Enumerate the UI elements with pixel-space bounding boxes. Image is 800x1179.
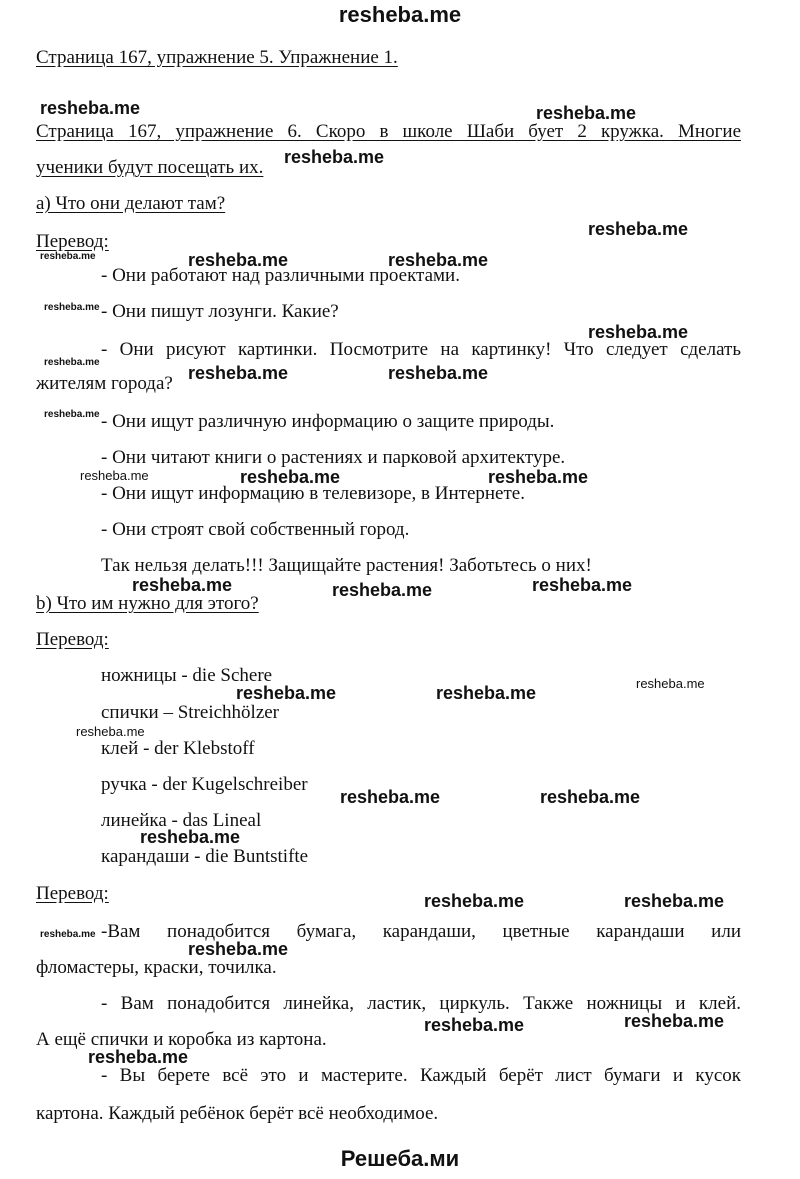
watermark: resheba.me — [436, 683, 537, 703]
watermark: resheba.me — [40, 251, 96, 262]
watermark: resheba.me — [332, 580, 433, 600]
watermark: resheba.me — [44, 409, 100, 420]
watermark: resheba.me — [284, 147, 385, 167]
watermark: resheba.me — [44, 302, 100, 313]
watermark: resheba.me — [536, 103, 637, 123]
site-header: resheba.me — [338, 2, 462, 27]
section-a-translation-label: Перевод: — [36, 231, 109, 252]
watermark: resheba.me — [424, 1015, 525, 1035]
watermark: resheba.me — [44, 357, 100, 368]
watermark: resheba.me — [88, 1047, 189, 1067]
section-c-paragraph-2-line-2: А ещё спички и коробка из картона. — [36, 1029, 327, 1050]
watermark: resheba.me — [388, 250, 489, 270]
site-footer: Решеба.ми — [340, 1146, 460, 1171]
watermark: resheba.me — [188, 939, 289, 959]
vocab-item: клей - der Klebstoff — [101, 738, 255, 759]
watermark: resheba.me — [188, 363, 289, 383]
section-c-paragraph-3-line-1: - Вы берете всё это и мастерите. Каждый берёт лист бумаги и кусок — [101, 1065, 741, 1086]
vocab-item: ручка - der Kugelschreiber — [101, 774, 308, 795]
section-a-item: - Они строят свой собственный город. — [101, 519, 410, 540]
watermark: resheba.me — [624, 1011, 725, 1031]
vocab-item: ножницы - die Schere — [101, 665, 273, 686]
watermark: resheba.me — [236, 683, 337, 703]
exercise-2-line-2: ученики будут посещать их. — [36, 157, 264, 178]
section-a-item: - Они ищут информацию в телевизоре, в Интернете. — [101, 483, 525, 504]
section-a-item: - Они читают книги о растениях и парковой архитектуре. — [101, 447, 566, 468]
section-a-item-continuation: жителям города? — [36, 373, 173, 394]
watermark: resheba.me — [40, 98, 141, 118]
section-a-question: а) Что они делают там? — [36, 193, 226, 214]
watermark: resheba.me — [140, 827, 241, 847]
watermark: resheba.me — [636, 676, 705, 691]
section-a-item: - Они пишут лозунги. Какие? — [101, 301, 339, 322]
watermark: resheba.me — [424, 891, 525, 911]
exercise-2-line-1: Страница 167, упражнение 6. Скоро в школе Шаби бует 2 кружка. Многие — [36, 121, 741, 142]
watermark: resheba.me — [624, 891, 725, 911]
watermark: resheba.me — [40, 929, 96, 940]
section-c-paragraph-2-line-1: - Вам понадобится линейка, ластик, циркуль. Также ножницы и клей. — [101, 993, 741, 1014]
watermark: resheba.me — [588, 322, 689, 342]
vocab-item: карандаши - die Buntstifte — [101, 846, 309, 867]
watermark: resheba.me — [540, 787, 641, 807]
watermark: resheba.me — [240, 467, 341, 487]
section-c-translation-label: Перевод: — [36, 883, 109, 904]
watermark: resheba.me — [532, 575, 633, 595]
watermark: resheba.me — [132, 575, 233, 595]
watermark: resheba.me — [340, 787, 441, 807]
section-a-item: - Они работают над различными проектами. — [101, 265, 460, 286]
section-c-paragraph-1-line-2: фломастеры, краски, точилка. — [36, 957, 277, 978]
section-a-item: - Они ищут различную информацию о защите природы. — [101, 411, 555, 432]
section-c-paragraph-1-line-1: -Вам понадобится бумага, карандаши, цветные карандаши или — [101, 921, 741, 942]
watermark: resheba.me — [188, 250, 289, 270]
vocab-item: линейка - das Lineal — [101, 810, 262, 831]
section-a-item: Так нельзя делать!!! Защищайте растения! Заботьтесь о них! — [101, 555, 592, 576]
watermark: resheba.me — [80, 468, 149, 483]
watermark: resheba.me — [488, 467, 589, 487]
section-b-question: b) Что им нужно для этого? — [36, 593, 259, 614]
watermark: resheba.me — [588, 219, 689, 239]
watermark: resheba.me — [388, 363, 489, 383]
section-b-translation-label: Перевод: — [36, 629, 109, 650]
section-c-paragraph-3-line-2: картона. Каждый ребёнок берёт всё необходимое. — [36, 1103, 439, 1124]
exercise-1-heading: Страница 167, упражнение 5. Упражнение 1. — [36, 47, 398, 68]
watermark: resheba.me — [76, 724, 145, 739]
vocab-item: спички – Streichhölzer — [101, 702, 280, 723]
section-a-item: - Они рисуют картинки. Посмотрите на картинку! Что следует сделать — [101, 339, 741, 360]
